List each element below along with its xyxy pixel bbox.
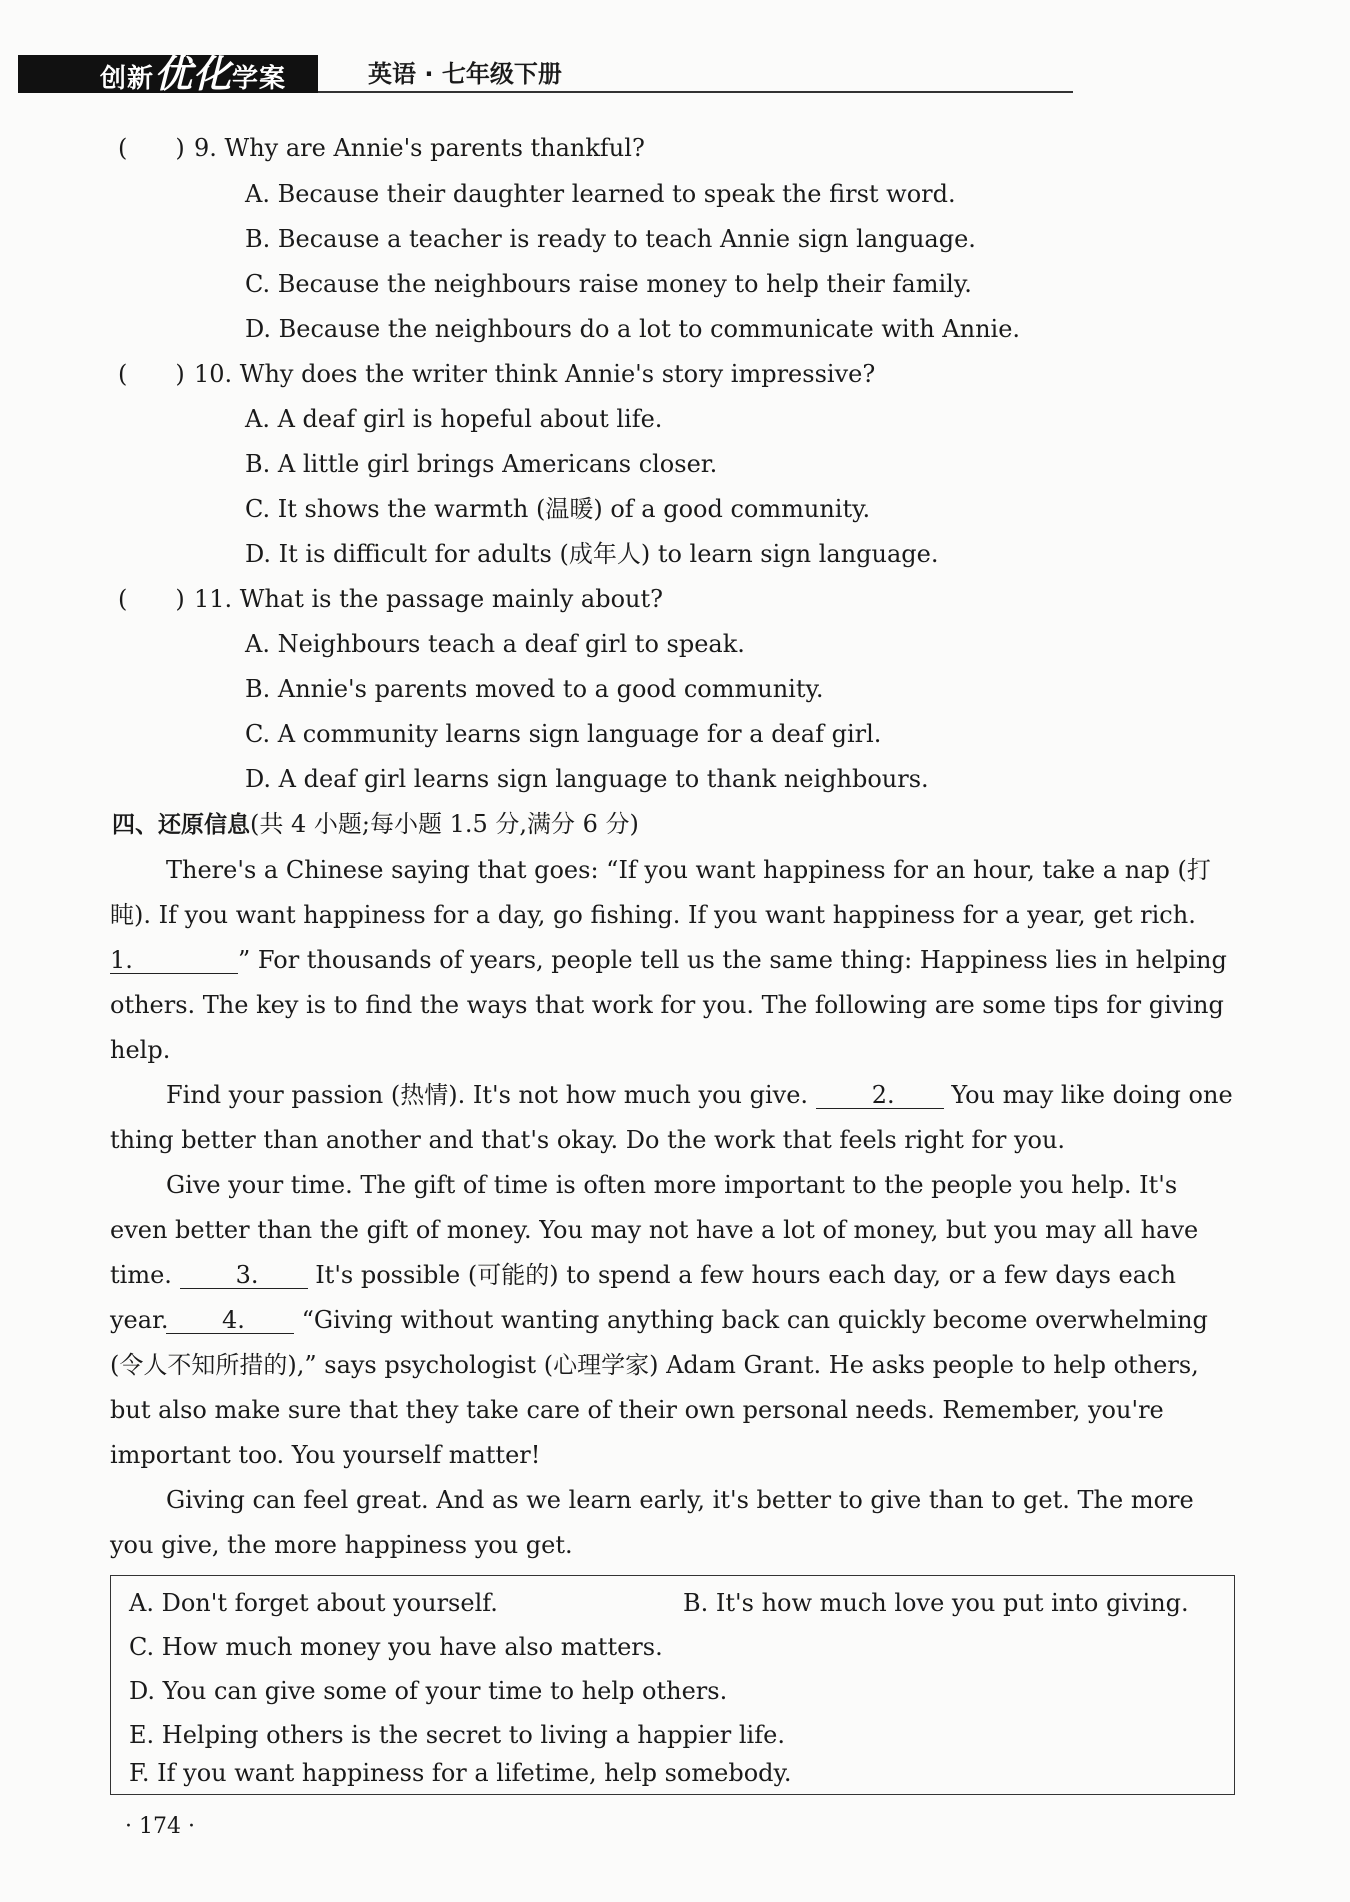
paragraph-text: Find your passion (热情). It's not how much you give. xyxy=(166,1081,809,1109)
answer-option-b: B. It's how much love you put into giving. xyxy=(683,1589,1189,1617)
paragraph-text: “Giving without wanting anything back can quickly become overwhelming (令人不知所措的),” says psychologist (心理学家) Adam Grant. He asks people to help others, but also make sure that they take care of their own personal needs. Remember, you're important too. You yourself matter! xyxy=(110,1306,1208,1469)
option: B. Because a teacher is ready to teach Annie sign language. xyxy=(245,225,976,253)
header-rule xyxy=(318,91,1073,93)
paragraph-text: Give your time. The gift of time is often more important to the people you help. It's even better than the gift of money. You may not have a lot of money, but you may all have time. xyxy=(110,1171,1199,1289)
option: D. It is difficult for adults (成年人) to learn sign language. xyxy=(245,540,939,568)
option: C. Because the neighbours raise money to help their family. xyxy=(245,270,972,298)
blank-4[interactable]: 4. xyxy=(166,1307,294,1334)
page-header xyxy=(18,52,1073,96)
answer-bracket[interactable]: ( ) xyxy=(118,585,185,613)
section-title: 四、还原信息 xyxy=(112,812,250,838)
paragraph-text: There's a Chinese saying that goes: “If you want happiness for an hour, take a nap (打盹). If you want happiness for a day, go fishing. If you want happiness for a year, get rich. xyxy=(110,856,1211,929)
passage-paragraph-2 xyxy=(110,1073,1240,1163)
option: A. Neighbours teach a deaf girl to speak. xyxy=(245,630,745,658)
brand-big: 优化 xyxy=(154,52,233,96)
blank-1[interactable]: 1. xyxy=(110,947,238,974)
answer-bracket[interactable]: ( ) xyxy=(118,360,185,388)
option: C. It shows the warmth (温暖) of a good community. xyxy=(245,495,871,523)
paragraph-text: You may like doing one thing better than another and that's okay. Do the work that feels right for you. xyxy=(110,1081,1233,1154)
question-10 xyxy=(118,357,875,391)
passage-paragraph-4 xyxy=(110,1298,1240,1478)
question-11 xyxy=(118,582,663,616)
answer-option-e: E. Helping others is the secret to living a happier life. xyxy=(129,1721,785,1749)
paragraph-text: It's possible (可能的) to spend a few hours each day, or a few days each year. xyxy=(110,1261,1176,1334)
passage-paragraph-5: Giving can feel great. And as we learn early, it's better to give than to get. The more you give, the more happiness you get. xyxy=(110,1486,1194,1559)
brand-logo xyxy=(18,52,318,96)
passage-paragraph-1 xyxy=(110,848,1240,1073)
option: B. A little girl brings Americans closer. xyxy=(245,450,718,478)
section-heading xyxy=(112,807,639,842)
question-stem: 11. What is the passage mainly about? xyxy=(194,585,664,613)
answer-bracket[interactable]: ( ) xyxy=(118,134,185,162)
option: D. Because the neighbours do a lot to communicate with Annie. xyxy=(245,315,1021,343)
option: A. A deaf girl is hopeful about life. xyxy=(245,405,663,433)
option: B. Annie's parents moved to a good community. xyxy=(245,675,824,703)
paragraph-text: ” For thousands of years, people tell us the same thing: Happiness lies in helping others. The key is to find the ways that work for you. The following are some tips for giving help. xyxy=(110,946,1227,1064)
option: C. A community learns sign language for a deaf girl. xyxy=(245,720,882,748)
answer-option-c: C. How much money you have also matters. xyxy=(129,1633,663,1661)
blank-3[interactable]: 3. xyxy=(180,1262,308,1289)
brand-suffix: 学案 xyxy=(232,64,287,94)
question-9 xyxy=(118,131,645,165)
question-stem: 10. Why does the writer think Annie's story impressive? xyxy=(194,360,876,388)
answer-option-d: D. You can give some of your time to help others. xyxy=(129,1677,728,1705)
section-note: (共 4 小题;每小题 1.5 分,满分 6 分) xyxy=(250,810,639,838)
question-stem: 9. Why are Annie's parents thankful? xyxy=(194,134,645,162)
blank-2[interactable]: 2. xyxy=(816,1082,944,1109)
answer-options-box xyxy=(110,1575,1235,1795)
answer-option-f: F. If you want happiness for a lifetime, help somebody. xyxy=(129,1759,792,1787)
subject-title: 英语 · 七年级下册 xyxy=(368,60,562,88)
brand-prefix: 创新 xyxy=(100,64,155,94)
option: D. A deaf girl learns sign language to thank neighbours. xyxy=(245,765,929,793)
page-number: · 174 · xyxy=(125,1814,195,1839)
answer-option-a: A. Don't forget about yourself. xyxy=(129,1589,498,1617)
option: A. Because their daughter learned to speak the first word. xyxy=(245,180,956,208)
